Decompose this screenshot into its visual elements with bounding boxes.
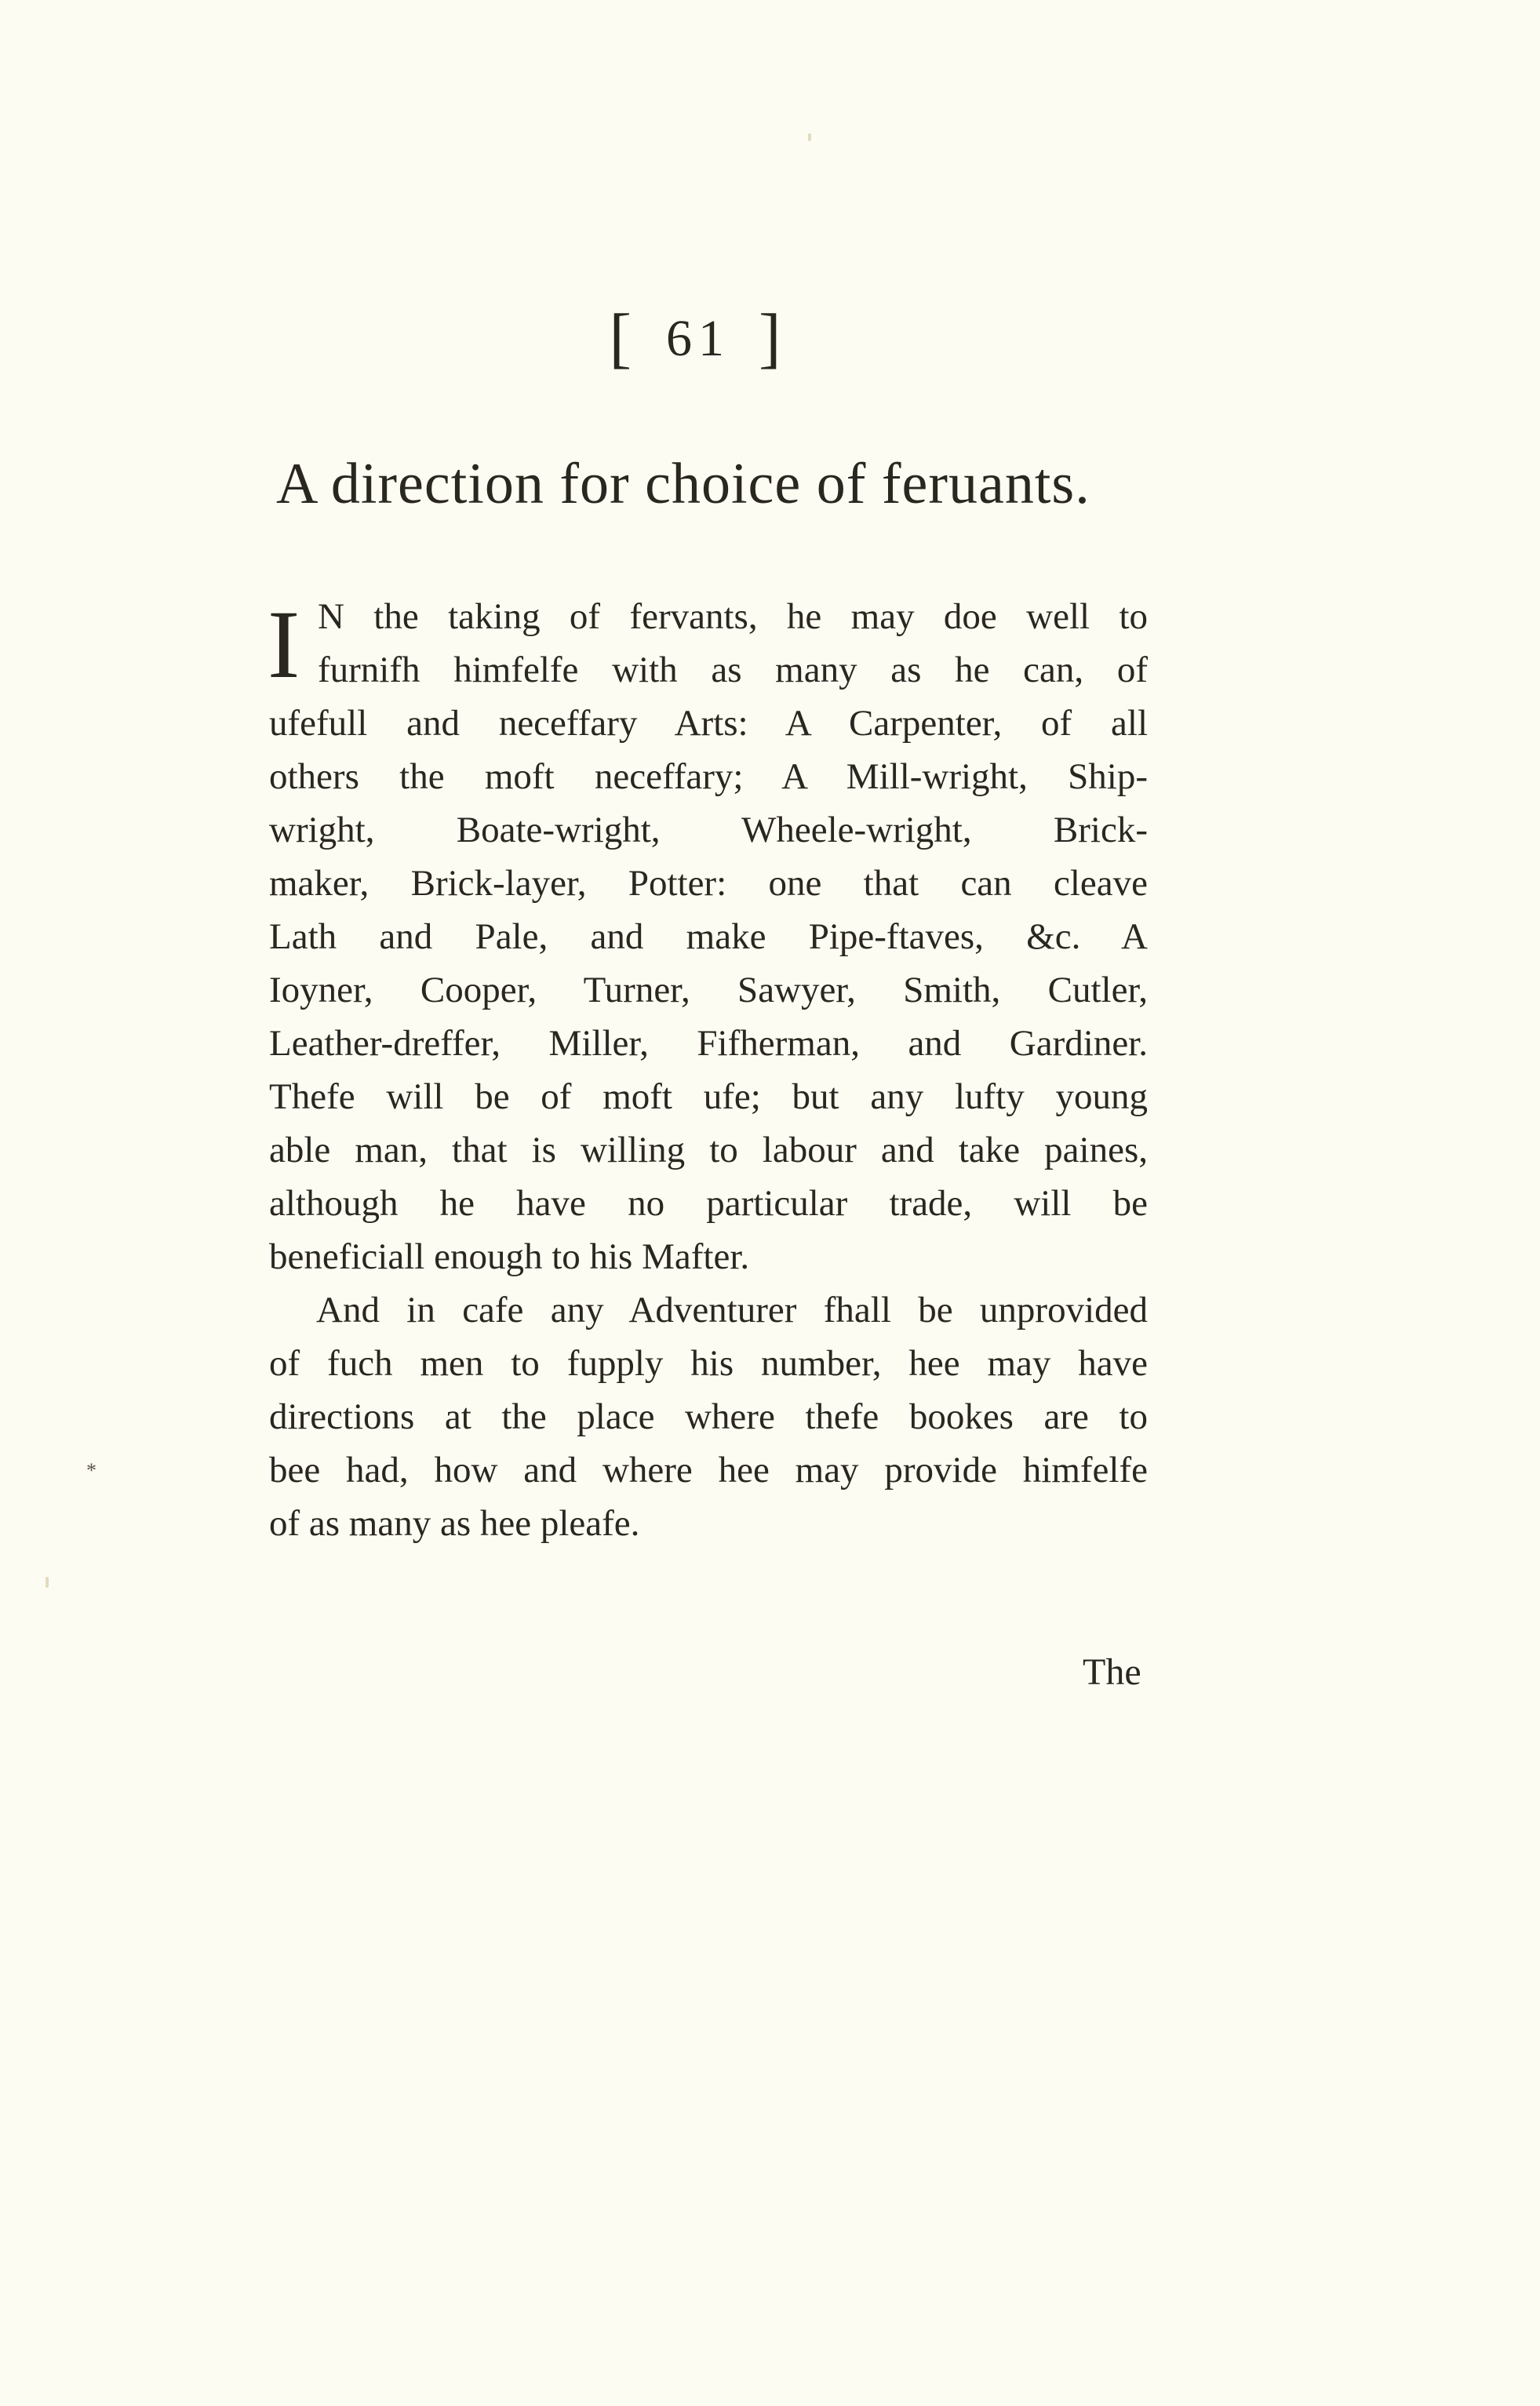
text-line: Lath and Pale, and make Pipe-ftaves, &c. A [269, 916, 1148, 957]
text-line: although he have no particular trade, will be [269, 1183, 1148, 1224]
text-line: bee had, how and where hee may provide himfelfe [269, 1450, 1148, 1491]
page-number-close-bracket: ] [759, 300, 788, 375]
body-text [269, 590, 1148, 1550]
text-line: others the moft neceffary; A Mill-wright, Ship- [269, 756, 1148, 797]
paragraph-2 [269, 1283, 1148, 1550]
text-line: of as many as hee pleafe. [269, 1503, 640, 1544]
section-heading: A direction for choice of feruants. [276, 452, 1090, 516]
text-line: ufefull and neceffary Arts: A Carpenter, of all [269, 703, 1148, 744]
text-line: Leather-dreffer, Miller, Fifherman, and Gardiner. [269, 1023, 1148, 1064]
text-line: Ioyner, Cooper, Turner, Sawyer, Smith, Cutler, [269, 970, 1148, 1010]
text-line: And in cafe any Adventurer fhall be unprovided [316, 1290, 1148, 1330]
paper-speck [808, 133, 811, 141]
text-line: maker, Brick-layer, Potter: one that can cleave [269, 863, 1148, 904]
text-line: beneficiall enough to his Mafter. [269, 1236, 750, 1277]
text-line: able man, that is willing to labour and take paines, [269, 1130, 1148, 1170]
text-line: directions at the place where thefe bookes are to [269, 1396, 1148, 1437]
page-number-open-bracket: [ [609, 300, 638, 375]
catchword: The [1083, 1651, 1141, 1693]
text-line: Thefe will be of moft ufe; but any lufty young [269, 1076, 1148, 1117]
paper-speck [46, 1577, 49, 1588]
text-line: of fuch men to fupply his number, hee may have [269, 1343, 1148, 1384]
text-line: furnifh himfelfe with as many as he can, of [318, 650, 1148, 690]
text-line: N the taking of fervants, he may doe well to [318, 596, 1148, 637]
text-line: wright, Boate-wright, Wheele-wright, Brick- [269, 810, 1148, 850]
page-number [0, 298, 1396, 377]
paragraph-1 [269, 590, 1148, 1283]
margin-mark: * [86, 1459, 96, 1482]
page-number-value: 61 [666, 310, 730, 367]
drop-cap: I [268, 591, 300, 698]
